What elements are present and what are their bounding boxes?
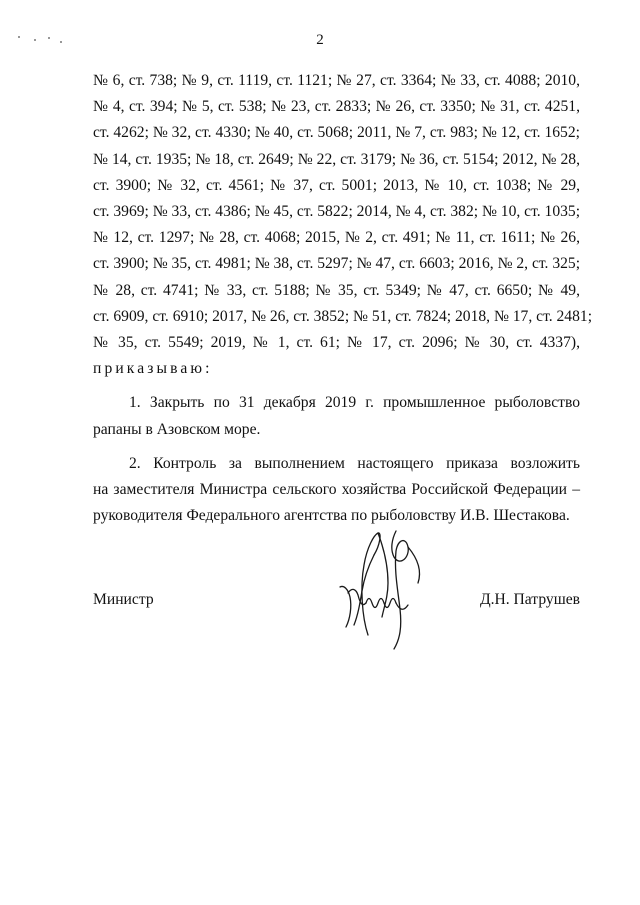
citation-line-5: ст. 3900; № 32, ст. 4561; № 37, ст. 5001; 2013, № 10, ст. 1038; № 29, <box>93 176 580 194</box>
citation-line-11: № 35, ст. 5549; 2019, № 1, ст. 61; № 17, ст. 2096; № 30, ст. 4337), <box>93 334 580 352</box>
citation-line-6: ст. 3969; № 33, ст. 4386; № 45, ст. 5822; 2014, № 4, ст. 382; № 10, ст. 1035; <box>93 203 581 221</box>
paragraph-2-line-1: 2. Контроль за выполнением настоящего приказа возложить <box>129 454 580 472</box>
citation-line-10: ст. 6909, ст. 6910; 2017, № 26, ст. 3852; № 51, ст. 7824; 2018, № 17, ст. 2481; <box>93 307 593 325</box>
citation-line-4: № 14, ст. 1935; № 18, ст. 2649; № 22, ст. 3179; № 36, ст. 5154; 2012, № 28, <box>93 150 580 168</box>
signatory-name: Д.Н. Патрушев <box>479 591 580 608</box>
citation-line-3: ст. 4262; № 32, ст. 4330; № 40, ст. 5068; 2011, № 7, ст. 983; № 12, ст. 1652; <box>93 124 580 142</box>
paragraph-1-line-2: рапаны в Азовском море. <box>93 420 261 438</box>
order-word: приказываю: <box>93 360 213 378</box>
citation-line-7: № 12, ст. 1297; № 28, ст. 4068; 2015, № 2, ст. 491; № 11, ст. 1611; № 26, <box>93 229 580 247</box>
citation-line-9: № 28, ст. 4741; № 33, ст. 5188; № 35, ст. 5349; № 47, ст. 6650; № 49, <box>93 281 580 299</box>
paragraph-2-line-2: на заместителя Министра сельского хозяйства Российской Федерации – <box>93 481 580 499</box>
citation-line-1: № 6, ст. 738; № 9, ст. 1119, ст. 1121; № 27, ст. 3364; № 33, ст. 4088; 2010, <box>93 72 580 89</box>
signature-icon <box>338 527 428 652</box>
order-body <box>93 68 593 529</box>
paragraph-2-line-3: руководителя Федерального агентства по рыболовству И.В. Шестакова. <box>93 507 570 525</box>
citation-line-8: ст. 3900; № 35, ст. 4981; № 38, ст. 5297; № 47, ст. 6603; 2016, № 2, ст. 325; <box>93 255 581 273</box>
signatory-title: Министр <box>93 591 154 608</box>
paragraph-1-line-1: 1. Закрыть по 31 декабря 2019 г. промышленное рыболовство <box>129 394 580 412</box>
page-number: 2 <box>316 32 324 48</box>
citation-line-2: № 4, ст. 394; № 5, ст. 538; № 23, ст. 2833; № 26, ст. 3350; № 31, ст. 4251, <box>93 98 580 116</box>
